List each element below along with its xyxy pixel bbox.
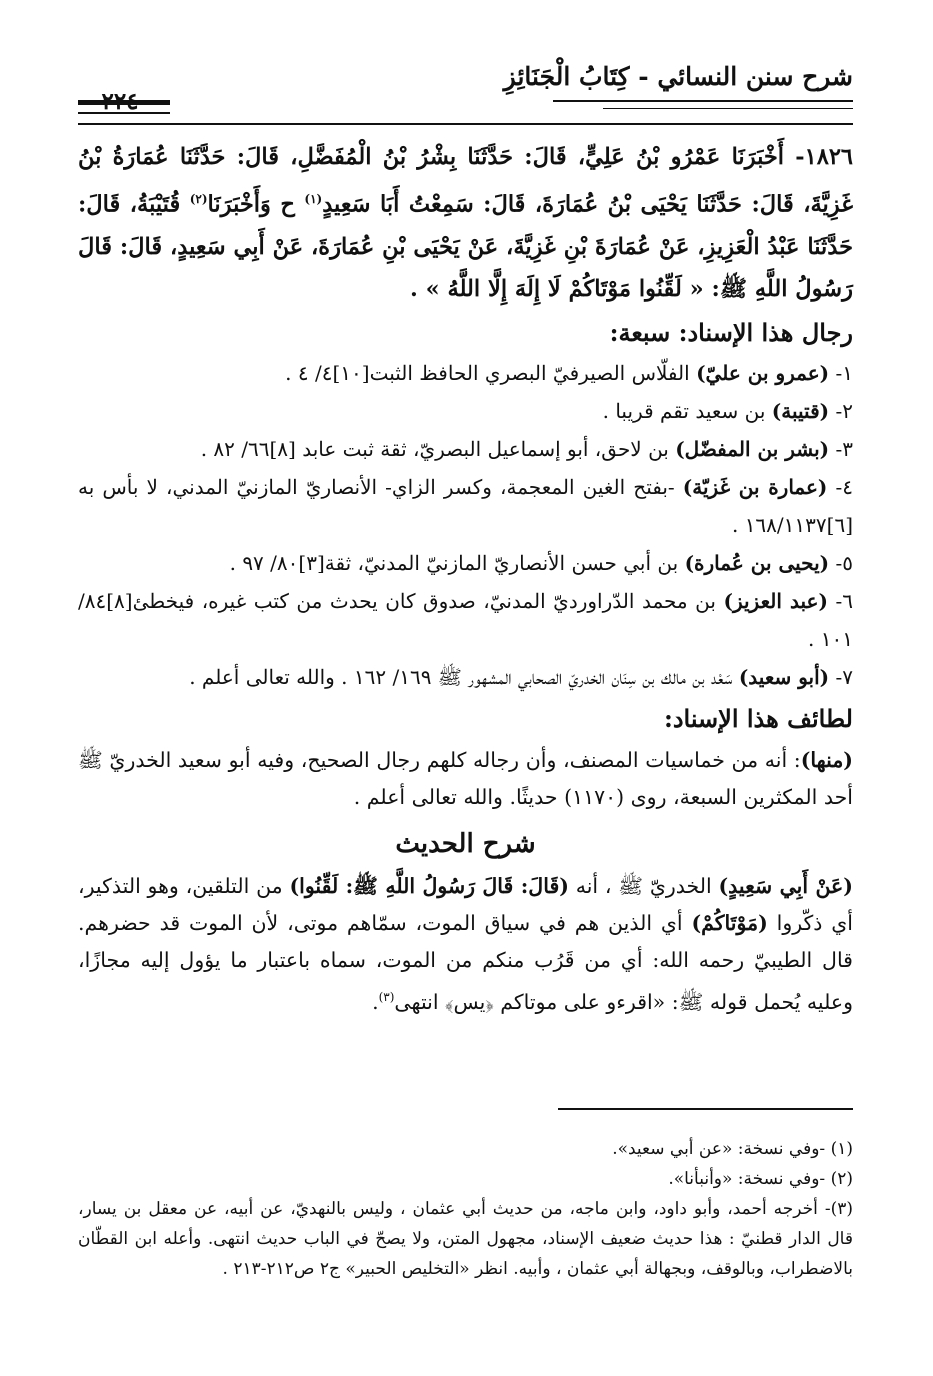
narrator-list	[78, 354, 853, 696]
hadith-number: ١٨٢٦	[804, 144, 853, 170]
sharh-quote-1: (عَنْ أَبِي سَعِيدٍ)	[718, 873, 853, 898]
lataif-heading: لطائف هذا الإسناد:	[663, 703, 853, 733]
narrator-name: (عبد العزيز)	[723, 588, 828, 613]
header-rule-left-thin	[78, 112, 170, 114]
narrator-name: (يحيى بن عُمارة)	[684, 550, 830, 575]
narrator-name: (بشر بن المفضّل)	[675, 436, 830, 461]
narrator-item	[78, 392, 853, 430]
narrator-number: ٤-	[827, 474, 854, 499]
header-rule-full	[78, 123, 853, 125]
narrator-details: بن سعيد تقم قريبا .	[602, 398, 772, 423]
header-rule-left-thick	[78, 100, 170, 105]
footnote-ref-1[interactable]: (١)	[304, 192, 323, 206]
narrator-number: ٢-	[829, 398, 853, 423]
narrator-details: بن محمد الدّراورديّ المدنيّ، صدوق كان يحدث من كتب غيره، فيخطئ[٨]٨٤/ ١٠١ .	[78, 588, 853, 651]
lataif-lead: (منها)	[800, 747, 853, 772]
sharh-text-3: أي الذين هم في سياق الموت، سمّاهم موتى، لأن الموت قد حضرهم. قال الطيبيّ رحمه الله: أي من قَرُب منكم من الموت، سماه باعتبار ما يؤول إليه مجازًا، وعليه يُحمل قوله ﷺ: «اقرءو على موتاكم ﴿يس﴾ انتهى	[78, 910, 853, 1014]
footnote-separator	[558, 1108, 853, 1110]
page-body	[78, 136, 853, 1020]
narrator-number: ١-	[829, 360, 853, 385]
narrator-details: الفلّاس الصيرفيّ البصري الحافظ الثبت[١٠]٤/ ٤ .	[285, 360, 697, 385]
lataif-text: : أنه من خماسيات المصنف، وأن رجاله كلهم رجال الصحيح، وفيه أبو سعيد الخدريّ ﷺ أحد المكثرين السبعة، روى (١١٧٠) حديثًا. والله تعالى أعلم .	[78, 747, 853, 809]
lataif-paragraph	[78, 742, 853, 816]
footnote-ref-3[interactable]: (٣)	[378, 989, 395, 1004]
narrator-item	[78, 544, 853, 582]
header-title: شرح سنن النسائي - كِتَابُ الْجَنَائِزِ	[503, 62, 853, 91]
narrator-item	[78, 354, 853, 392]
narrator-number: ٥-	[829, 550, 853, 575]
footnote-2: (٢) -وفي نسخة: «وأنبأنا».	[668, 1169, 853, 1189]
sharh-text-1: الخدريّ ﷺ ، أنه	[568, 873, 719, 898]
narrator-details: -بفتح الغين المعجمة، وكسر الزاي- الأنصاريّ المازنيّ المدني، لا بأس به [٦]١٦٨/١١٣٧ .	[78, 474, 853, 537]
narrator-item	[78, 468, 853, 544]
narrator-name: (أبو سعيد)	[738, 664, 830, 689]
narrator-item	[78, 430, 853, 468]
sharh-title: شرح الحديث	[395, 828, 536, 859]
rijal-heading: رجال هذا الإسناد: سبعة:	[609, 317, 853, 347]
footnote-3: (٣)- أخرجه أحمد، وأبو داود، وابن ماجه، من حديث أبي عثمان ، وليس بالنهديّ، عن أبيه، عن معقل بن يسار، قال الدار قطنيّ : هذا حديث ضعيف الإسناد، مجهول المتن، ولا يصحّ في الباب حديث انتهى. وأعله ابن القطّان بالاضطراب، وبالوقف، وبجهالة أبي عثمان ، وأبيه. انظر «التخليص الحبير» ج٢ ص٢١٢-٢١٣ .	[78, 1199, 853, 1279]
narrator-details: بن أبي حسن الأنصاريّ المازنيّ المدنيّ، ثقة[٣]٨٠/ ٩٧ .	[229, 550, 685, 575]
footnote-ref-2[interactable]: (٢)	[189, 192, 208, 206]
header-underline	[553, 100, 853, 102]
hadith-text	[78, 136, 853, 310]
narrator-name: (عمرو بن عليّ)	[696, 360, 830, 385]
hadith-chain-part2: ح وَأَخْبَرَنَا	[207, 191, 305, 218]
hadith-chain-part3: قُتَيْبَةُ، قَالَ: حَدَّثَنَا عَبْدُ الْعَزِيزِ، عَنْ عُمَارَةَ بْنِ غَزِيَّةَ، عَنْ يَحْيَى بْنِ عُمَارَةَ، عَنْ أَبِي سَعِيدٍ، قَالَ: قَالَ رَسُولُ اللَّهِ ﷺ: « لَقِّنُوا مَوْتَاكُمْ لَا إِلَهَ إِلَّا اللَّهُ » .	[78, 191, 853, 302]
sharh-text-2: من التلقين، وهو التذكير، أي ذكّروا	[78, 873, 854, 935]
sharh-quote-2: (قَالَ: قَالَ رَسُولُ اللَّهِ ﷺ: لَقِّنُوا)	[289, 873, 569, 898]
narrator-details: بن لاحق، أبو إسماعيل البصريّ، ثقة ثبت عابد [٨]٦٦/ ٨٢ .	[200, 436, 676, 461]
narrator-number: ٦-	[827, 588, 853, 613]
footnote-1: (١) -وفي نسخة: «عن أبي سعيد».	[612, 1139, 853, 1159]
footnotes	[78, 1134, 853, 1284]
narrator-number: ٣-	[829, 436, 853, 461]
sharh-text-4: .	[372, 989, 379, 1014]
narrator-item	[78, 582, 853, 658]
narrator-name: (عمارة بن غَزيّة)	[682, 474, 828, 499]
narrator-item	[78, 658, 853, 696]
narrator-name: (قتيبة)	[771, 398, 830, 423]
sharh-paragraph	[78, 868, 853, 1021]
header-underline-thin	[603, 108, 853, 109]
hadith-chain-part1: - أَخْبَرَنَا عَمْرُو بْنُ عَلِيٍّ، قَالَ: حَدَّثَنَا بِشْرُ بْنُ الْمُفَضَّلِ، قَالَ: حَدَّثَنَا عُمَارَةُ بْنُ غَزِيَّةَ، قَالَ: حَدَّثَنَا يَحْيَى بْنُ عُمَارَةَ، قَالَ: سَمِعْتُ أَبَا سَعِيدٍ	[78, 144, 853, 218]
running-header	[70, 62, 853, 132]
narrator-number: ٧-	[829, 664, 853, 689]
narrator-details: سَعْد بن مالك بن سِنَان الخدريّ الصحابي المشهور ﷺ ١٦٩/ ١٦٢ . والله تعالى أعلم .	[189, 664, 739, 689]
sharh-quote-3: (مَوْتَاكُمْ)	[691, 910, 768, 935]
